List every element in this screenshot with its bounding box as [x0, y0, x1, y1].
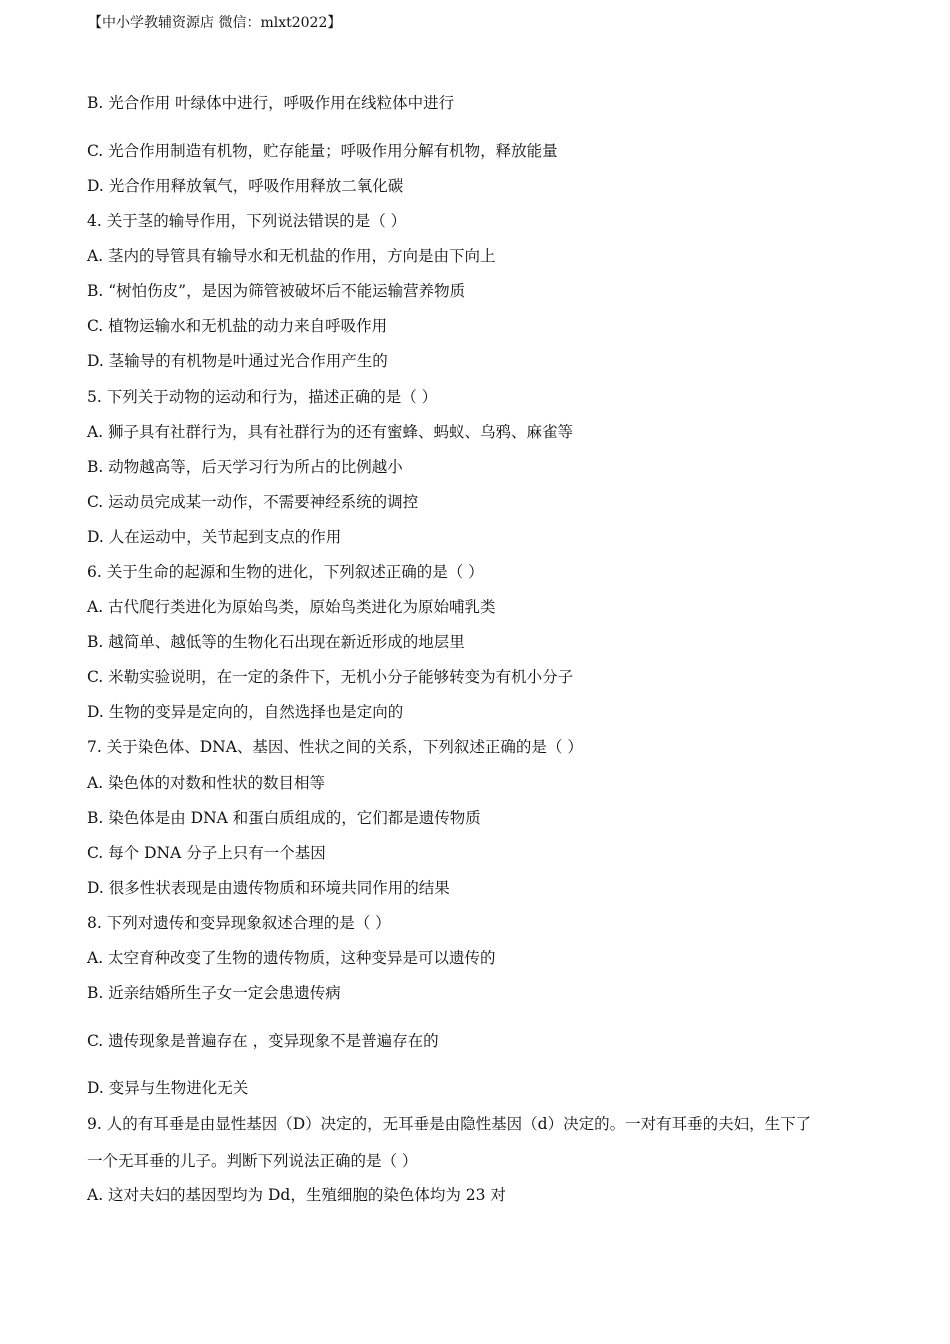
- text-line: D. 很多性状表现是由遗传物质和环境共同作用的结果: [87, 879, 450, 897]
- text-line: A. 古代爬行类进化为原始鸟类，原始鸟类进化为原始哺乳类: [87, 598, 496, 616]
- question-stem: 4. 关于茎的输导作用，下列说法错误的是（ ）: [87, 212, 407, 230]
- text-line: B. 染色体是由 DNA 和蛋白质组成的，它们都是遗传物质: [87, 809, 481, 827]
- question-stem: 7. 关于染色体、DNA、基因、性状之间的关系，下列叙述正确的是（ ）: [87, 738, 583, 756]
- text-line: A. 太空育种改变了生物的遗传物质，这种变异是可以遗传的: [87, 949, 496, 967]
- text-line: C. 遗传现象是普遍存在 ，变异现象不是普遍存在的: [87, 1032, 439, 1050]
- text-line: B. 近亲结婚所生子女一定会患遗传病: [87, 984, 341, 1002]
- question-stem: 9. 人的有耳垂是由显性基因（D）决定的，无耳垂是由隐性基因（d）决定的。一对有耳垂的夫妇，生下了: [87, 1115, 812, 1133]
- text-line: D. 光合作用释放氧气，呼吸作用释放二氧化碳: [87, 177, 404, 195]
- text-line: D. 人在运动中，关节起到支点的作用: [87, 528, 342, 546]
- text-line: A. 这对夫妇的基因型均为 Dd，生殖细胞的染色体均为 23 对: [87, 1186, 506, 1204]
- text-line: C. 米勒实验说明，在一定的条件下，无机小分子能够转变为有机小分子: [87, 668, 574, 686]
- text-line: D. 变异与生物进化无关: [87, 1079, 249, 1097]
- text-line: A. 狮子具有社群行为，具有社群行为的还有蜜蜂、蚂蚁、乌鸦、麻雀等: [87, 423, 574, 441]
- text-line: B. 光合作用 叶绿体中进行，呼吸作用在线粒体中进行: [87, 94, 455, 112]
- text-line: D. 生物的变异是定向的，自然选择也是定向的: [87, 703, 404, 721]
- text-line: C. 光合作用制造有机物，贮存能量；呼吸作用分解有机物，释放能量: [87, 142, 558, 160]
- question-stem-cont: 一个无耳垂的儿子。判断下列说法正确的是（ ）: [87, 1152, 418, 1170]
- text-line: C. 运动员完成某一动作，不需要神经系统的调控: [87, 493, 419, 511]
- text-line: B. 越简单、越低等的生物化石出现在新近形成的地层里: [87, 633, 465, 651]
- text-line: C. 植物运输水和无机盐的动力来自呼吸作用: [87, 317, 388, 335]
- text-line: D. 茎输导的有机物是叶通过光合作用产生的: [87, 352, 388, 370]
- question-stem: 5. 下列关于动物的运动和行为，描述正确的是（ ）: [87, 388, 438, 406]
- text-line: B. “树怕伤皮”，是因为筛管被破坏后不能运输营养物质: [87, 282, 466, 300]
- text-line: A. 染色体的对数和性状的数目相等: [87, 774, 326, 792]
- text-line: B. 动物越高等，后天学习行为所占的比例越小: [87, 458, 403, 476]
- text-line: A. 茎内的导管具有输导水和无机盐的作用，方向是由下向上: [87, 247, 496, 265]
- page-header: 【中小学教辅资源店 微信：mlxt2022】: [88, 15, 342, 31]
- question-stem: 8. 下列对遗传和变异现象叙述合理的是（ ）: [87, 914, 391, 932]
- question-stem: 6. 关于生命的起源和生物的进化，下列叙述正确的是（ ）: [87, 563, 484, 581]
- text-line: C. 每个 DNA 分子上只有一个基因: [87, 844, 326, 862]
